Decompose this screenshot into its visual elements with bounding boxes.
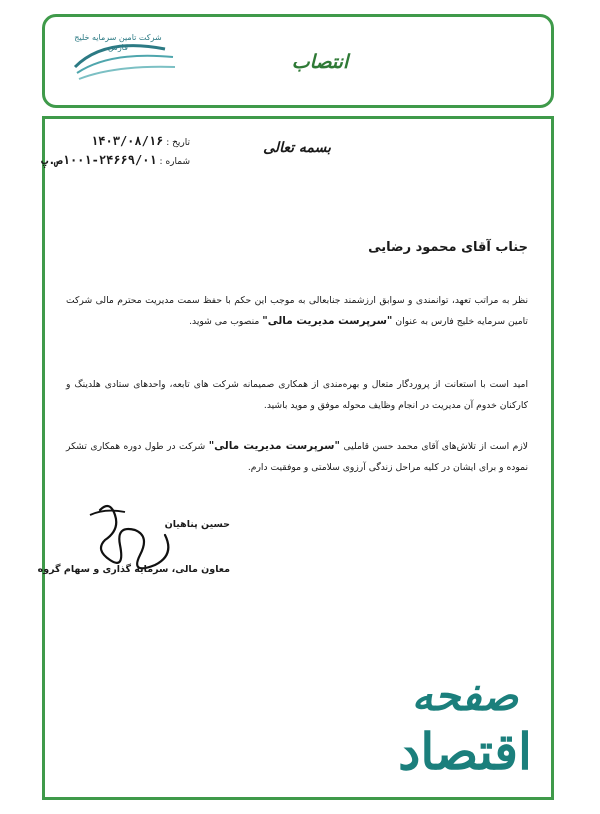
besmeh-heading: بسمه تعالی bbox=[263, 140, 331, 156]
number-label: شماره : bbox=[159, 157, 190, 167]
paragraph3-end: شرکت در طول دوره همکاری تشکر نموده و برای ایشان در کلیه مراحل زندگی آرزوی سلامتی و موفقیت دارم. bbox=[66, 441, 528, 473]
signer-name: حسین پناهیان bbox=[164, 519, 230, 530]
number-line bbox=[41, 153, 190, 167]
paragraph1-end: منصوب می شوید. bbox=[189, 316, 263, 327]
paragraph1-text: نظر به مراتب تعهد، توانمندی و سوابق ارزشمند جنابعالی به موجب این حکم با حفظ سمت مدیریت محترم مالی شرکت تامین سرمایه خلیج فارس به عنوان bbox=[66, 295, 528, 327]
logo-text: شرکت تامین سرمایه خلیج فارس bbox=[74, 33, 162, 52]
number-value: ۲۴۶۶۹/۰۱-۱۰۰۱ص.پ bbox=[41, 153, 157, 167]
paragraph3-text: لازم است از تلاش‌های آقای محمد حسن قاملیی bbox=[339, 441, 528, 452]
paragraph1-position: "سرپرست مدیریت مالی" bbox=[262, 315, 393, 327]
paragraph-hope: امید است با استعانت از پروردگار متعال و بهره‌مندی از همکاری صمیمانه شرکت های تابعه، واحدهای ستادی هلدینگ و کارکنان خدوم آن مدیریت در انجام وظایف محوله موفق و موید باشید. bbox=[66, 379, 528, 411]
date-label: تاریخ : bbox=[166, 138, 190, 148]
letter-type-title: انتصاب bbox=[291, 51, 349, 73]
watermark-line1: اقتصاد bbox=[398, 722, 532, 781]
signer-title: معاون مالی، سرمایه گذاری و سهام گروه bbox=[37, 564, 230, 575]
paragraph-appointment bbox=[66, 290, 528, 332]
letterhead-box bbox=[42, 14, 554, 108]
date-line bbox=[62, 134, 190, 148]
paragraph-thanks bbox=[66, 436, 528, 478]
date-value: ۱۴۰۳/۰۸/۱۶ bbox=[91, 134, 164, 148]
paragraph3-position: "سرپرست مدیریت مالی" bbox=[208, 440, 340, 452]
publisher-watermark bbox=[345, 668, 585, 780]
watermark-line2: صفحه bbox=[411, 671, 519, 720]
addressee: جناب آقای محمود رضایی bbox=[368, 240, 528, 255]
